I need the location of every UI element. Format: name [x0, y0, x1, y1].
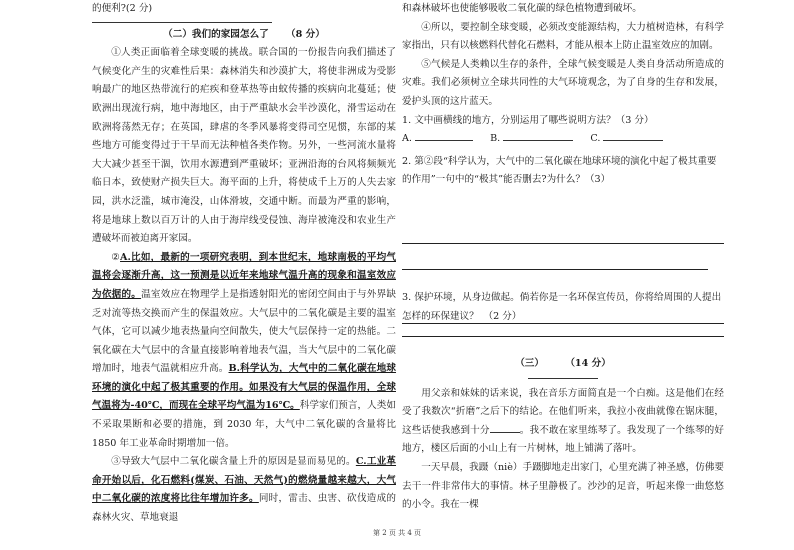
paragraph-7: 一天早晨，我蹑（niè）手蹑脚地走出家门，心里充满了神圣感，仿佛要去干一件非常伟大的事情。林子里静极了。沙沙的足音，听起来像一曲悠悠的小令。我在一棵: [402, 461, 724, 511]
paragraph-5: ⑤气候是人类赖以生存的条件，全球气候变暖是人类自身活动所造成的灾难。我们必须树立全球共同性的大气环境观念，为了自身的生存和发展，爱护头顶的这片蓝天。: [402, 58, 724, 107]
paragraph-3: [92, 453, 396, 527]
answer-line-q3-2[interactable]: [402, 336, 724, 337]
paragraph-2-start: ②: [111, 251, 121, 263]
answer-line-q2-1[interactable]: [402, 243, 724, 244]
option-a-label: A.: [402, 133, 412, 145]
option-b-label: B.: [490, 133, 501, 145]
right-column: [402, 0, 724, 190]
answer-blank-c[interactable]: [603, 140, 663, 141]
left-column: [92, 0, 396, 528]
option-c-label: C.: [590, 133, 601, 145]
section-3-divider: [528, 378, 598, 379]
section-score: （8 分）: [286, 28, 325, 40]
paragraph-4: ④所以，要控制全球变暖，必须改变能源结构，大力植树造林，有科学家指出，只有以核燃料代替化石燃料，才能从根本上防止温室效应的加剧。: [402, 21, 724, 52]
paragraph-2-middle: 温室效应在物理学上是指透射阳光的密闭空间由于与外界缺乏对流等热交换而产生的保温效应。大气层中的二氧化碳是主要的温室气体，它可以减少地表热量向空间散失，使大气层保持一定的热能。二氧化碳在大气层中的含量直接影响着地表气温，当大气层中的二氧化碳增加时，地表气温就相应升高。: [92, 288, 397, 375]
paragraph-6: [402, 385, 724, 459]
section-3-title: （三）: [515, 358, 544, 369]
question-2: 2. 第②段“科学认为，大气中的二氧化碳在地球环境的演化中起了极其重要的作用”一句中的“极其”能否删去?为什么？（3）: [402, 155, 717, 186]
question-1-options: [402, 130, 724, 149]
paragraph-6-text: 用父亲和妹妹的话来说，我在音乐方面简直是一个白痴。这是他们在经受了我数次“折磨”之后下的结论。在他们听来，我拉小夜曲就像在锯床腿，这些话使我感到十分: [402, 387, 724, 436]
answer-blank-a[interactable]: [415, 140, 473, 141]
underlined-sentence-a: A.比如，最新的一项研究表明，到本世纪末，地球南极的平均气温将会逐渐升高，这一预测是以近年来地球气温升高的现象和温室效应为依据的。: [92, 251, 396, 300]
section-3-heading: [402, 355, 724, 374]
question-3: 3. 保护环境，从身边做起。倘若你是一名环保宣传员，你将给周围的人提出怎样的环保建议？ （2 分）: [402, 292, 722, 322]
question-3-block: [402, 289, 724, 326]
underlined-sentence-c: C.工业革命开始以后，化石燃料(煤炭、石油、天然气)的燃烧量越来越大，大气中二氧化碳的浓度将比往年增加许多。: [92, 456, 397, 505]
section-3-block: [402, 355, 724, 515]
question-1: 1. 文中画横线的地方，分别运用了哪些说明方法？（3 分）: [402, 114, 654, 126]
answer-blank-b[interactable]: [503, 140, 573, 141]
section-divider: [92, 22, 272, 23]
underlined-sentence-b: B.科学认为，大气中的二氧化碳在地球环境的演化中起了极其重要的作用。如果没有大气层的保温作用，全球气温将为-40℃，而现在全球平均气温为16℃。: [92, 363, 397, 412]
question-tail: 的便利?(2 分): [92, 3, 153, 14]
page-footer: 第 2 页 共 4 页: [372, 529, 422, 537]
answer-blank-emotion[interactable]: [490, 432, 520, 433]
continuation-line: 和森林破坏也使能够吸收二氧化碳的绿色植物遭到破坏。: [402, 3, 642, 14]
paragraph-2-end: 科学家们预言，人类如不采取果断和必要的措施，到 2030 年，大气中二氧化碳的含量将比 1850 年工业革命时期增加一倍。: [92, 400, 396, 449]
paragraph-1: ①人类正面临着全球变暖的挑战。联合国的一份报告向我们描述了气候变化产生的灾难性后果：森林消失和沙漠扩大，将使非洲成为受影响最广的地区热带流行的疟疾和登革热等由蚊传播的疾病向北蔓延；使欧洲出现流行病，地中海地区，由于严重缺水会半沙漠化，滑雪运动在欧洲将荡然无存；在英国，肆虐的冬季风暴将变得司空见惯，东部的某些地方可能变得过于干旱而无法种植各类作物。另外，一些河流水量将大大减少甚至干涸，饮用水源遭到严重破坏；亚洲沿海的台风将频频光临日本，致使财产损失巨大。海平面的上升，将使成千上万的人失去家园，洪水泛滥，城市淹没，山体滑坡，交通中断。而最为严重的影响，将是地球上数以百万计的人由于海岸线受侵蚀、海岸被淹没和农业生产遭破坏而被迫离开家园。: [92, 47, 396, 245]
paragraph-6-end: 。我不敢在家里练琴了。我发现了一个练琴的好地方，楼区后面的小山上有一片树林，地上铺满了落叶。: [402, 424, 725, 455]
section-3-score: （14 分）: [565, 358, 611, 369]
answer-line-q2-2[interactable]: [402, 269, 708, 270]
paragraph-2: [92, 249, 396, 454]
section-heading: [92, 26, 396, 45]
section-title: （二）我们的家园怎么了: [163, 28, 269, 40]
paragraph-3-end: 同时，雷击、虫害、砍伐造成的森林火灾、草地衰退: [92, 493, 397, 524]
paragraph-3-start: ③导致大气层中二氧化碳含量上升的原因是显而易见的。: [111, 456, 356, 468]
answer-line-q3-1[interactable]: [402, 323, 724, 324]
